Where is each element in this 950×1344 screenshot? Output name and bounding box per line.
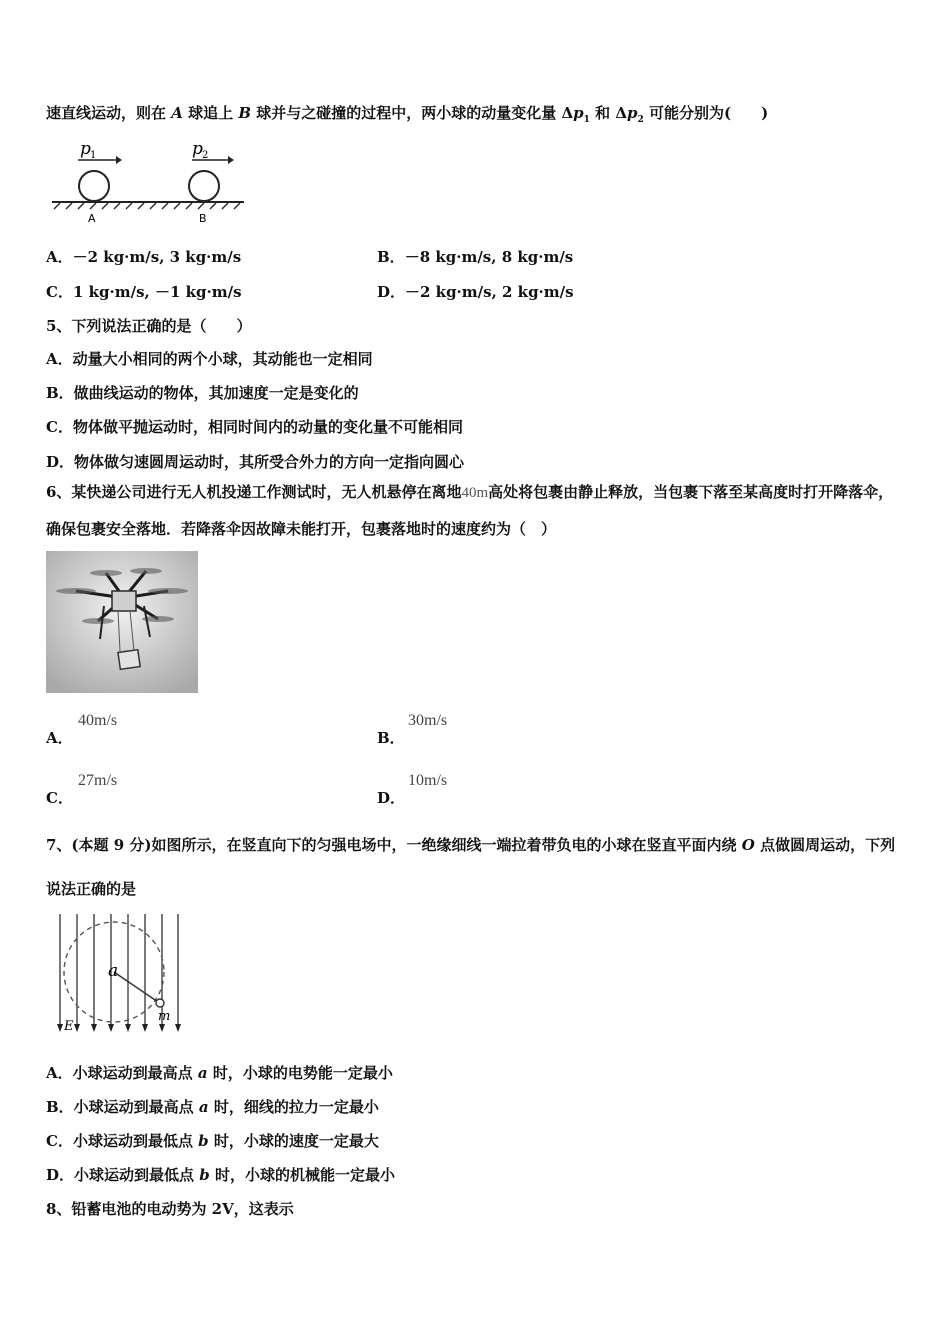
option-text: D．小球运动到最低点 [46, 1166, 200, 1184]
q4-option-c[interactable] [46, 281, 242, 302]
q6-option-b-value: 30m/s [408, 712, 448, 729]
p2-symbol: p [627, 104, 638, 122]
p1-symbol: p [573, 104, 584, 122]
drone-body [112, 591, 136, 611]
q4-stem [46, 102, 768, 125]
q4-option-d[interactable] [377, 281, 574, 302]
option-text: 时，小球的电势能一定最小 [207, 1064, 393, 1082]
ground-hatching [54, 203, 240, 209]
drone-photo [46, 551, 198, 693]
option-label: A． [46, 729, 73, 747]
q7-option-a[interactable] [46, 1062, 393, 1083]
package-box [118, 650, 140, 670]
q5-stem: 5、下列说法正确的是（ ） [46, 317, 252, 335]
option-text: －2 kg·m/s, 2 kg·m/s [405, 283, 574, 301]
option-text: 1 kg·m/s, －1 kg·m/s [72, 283, 242, 301]
q6-height-value: 40m [461, 485, 489, 501]
p2-arrowhead [228, 156, 234, 164]
fig-b-label: B [199, 212, 207, 225]
q7-stem [46, 823, 908, 911]
q8-stem: 8、铅蓄电池的电动势为 2V，这表示 [46, 1200, 294, 1218]
fig-a-label: a [108, 961, 119, 981]
q6-option-a-value: 40m/s [78, 712, 118, 729]
option-text: 时，小球的机械能一定最小 [209, 1166, 395, 1184]
q6-stem-part: 高处将包裹由静止释放，当包裹下落至某高度时打开降落伞，确保包裹安全落地．若降落伞因故障未能打开，包裹落地时的速度约为（ ） [46, 483, 894, 538]
q6-option-c-value: 27m/s [78, 772, 118, 789]
option-text: －2 kg·m/s, 3 kg·m/s [72, 248, 242, 266]
p2-subscript: 2 [637, 115, 644, 125]
ball-a-label: A [171, 104, 183, 122]
q4-stem-part: 球追上 [188, 104, 234, 122]
q6-option-b[interactable] [377, 727, 405, 748]
fig-a-label: A [88, 212, 96, 225]
option-text: 时，细线的拉力一定最小 [208, 1098, 379, 1116]
insulating-thread [114, 972, 158, 1002]
fig-p1-label: p [80, 139, 91, 159]
point-symbol: b [198, 1132, 209, 1150]
option-text: B．小球运动到最高点 [46, 1098, 199, 1116]
q7-option-b[interactable] [46, 1096, 379, 1117]
point-symbol: b [199, 1166, 210, 1184]
p1-subscript: 1 [583, 115, 590, 125]
option-text: －8 kg·m/s, 8 kg·m/s [404, 248, 574, 266]
q4-stem-part: 速直线运动，则在 [46, 104, 167, 122]
fig-e-label: E [64, 1019, 74, 1034]
charged-ball [156, 999, 164, 1007]
q5-option-b[interactable]: B．做曲线运动的物体，其加速度一定是变化的 [46, 384, 359, 402]
center-o-label: O [741, 836, 755, 854]
q5-option-a[interactable]: A．动量大小相同的两个小球，其动能也一定相同 [46, 350, 373, 368]
q4-stem-part: 和 Δ [589, 104, 628, 122]
p1-arrowhead [116, 156, 122, 164]
option-label: D． [377, 283, 406, 301]
q7-stem-part: 点做圆周运动，下列说法正确的是 [46, 836, 896, 898]
q4-option-a[interactable] [46, 246, 241, 267]
option-text: A．小球运动到最高点 [46, 1064, 198, 1082]
option-label: B． [377, 729, 405, 747]
option-text: 时，小球的速度一定最大 [208, 1132, 379, 1150]
q5-option-d[interactable]: D．物体做匀速圆周运动时，其所受合外力的方向一定指向圆心 [46, 453, 465, 471]
fig-m-label: m [158, 1009, 171, 1024]
q6-stem-part: 6、某快递公司进行无人机投递工作测试时，无人机悬停在离地 [46, 483, 462, 501]
q7-stem-part: 7、(本题 9 分)如图所示，在竖直向下的匀强电场中，一绝缘细线一端拉着带负电的小球在竖直平面内绕 [46, 836, 737, 854]
q4-stem-part: 可能分别为( ) [643, 104, 769, 122]
q7-option-c[interactable] [46, 1130, 379, 1151]
option-label: B． [377, 248, 405, 266]
q6-option-d[interactable] [377, 787, 405, 808]
fig-p2-sub: 2 [202, 150, 209, 161]
option-text: C．小球运动到最低点 [46, 1132, 199, 1150]
point-symbol: a [198, 1098, 209, 1116]
point-symbol: a [197, 1064, 208, 1082]
q6-option-c[interactable] [46, 787, 73, 808]
option-label: C． [46, 789, 73, 807]
q6-option-a[interactable] [46, 727, 73, 748]
option-label: A． [46, 248, 73, 266]
q4-stem-part: 球并与之碰撞的过程中，两小球的动量变化量 Δ [256, 104, 574, 122]
option-label: C． [46, 283, 73, 301]
q6-option-d-value: 10m/s [408, 772, 448, 789]
electric-field-figure [50, 910, 186, 1038]
ball-a [79, 171, 109, 201]
option-label: D． [377, 789, 406, 807]
q6-stem [46, 474, 908, 547]
photo-background [46, 551, 198, 693]
fig-p1-sub: 1 [90, 150, 97, 161]
two-balls-figure [46, 132, 248, 226]
q4-option-b[interactable] [377, 246, 573, 267]
field-arrowheads [57, 1024, 181, 1032]
ball-b [189, 171, 219, 201]
ball-b-label: B [238, 104, 252, 122]
q5-option-c[interactable]: C．物体做平抛运动时，相同时间内的动量的变化量不可能相同 [46, 418, 463, 436]
q7-option-d[interactable] [46, 1164, 395, 1185]
fig-p2-label: p [192, 139, 203, 159]
